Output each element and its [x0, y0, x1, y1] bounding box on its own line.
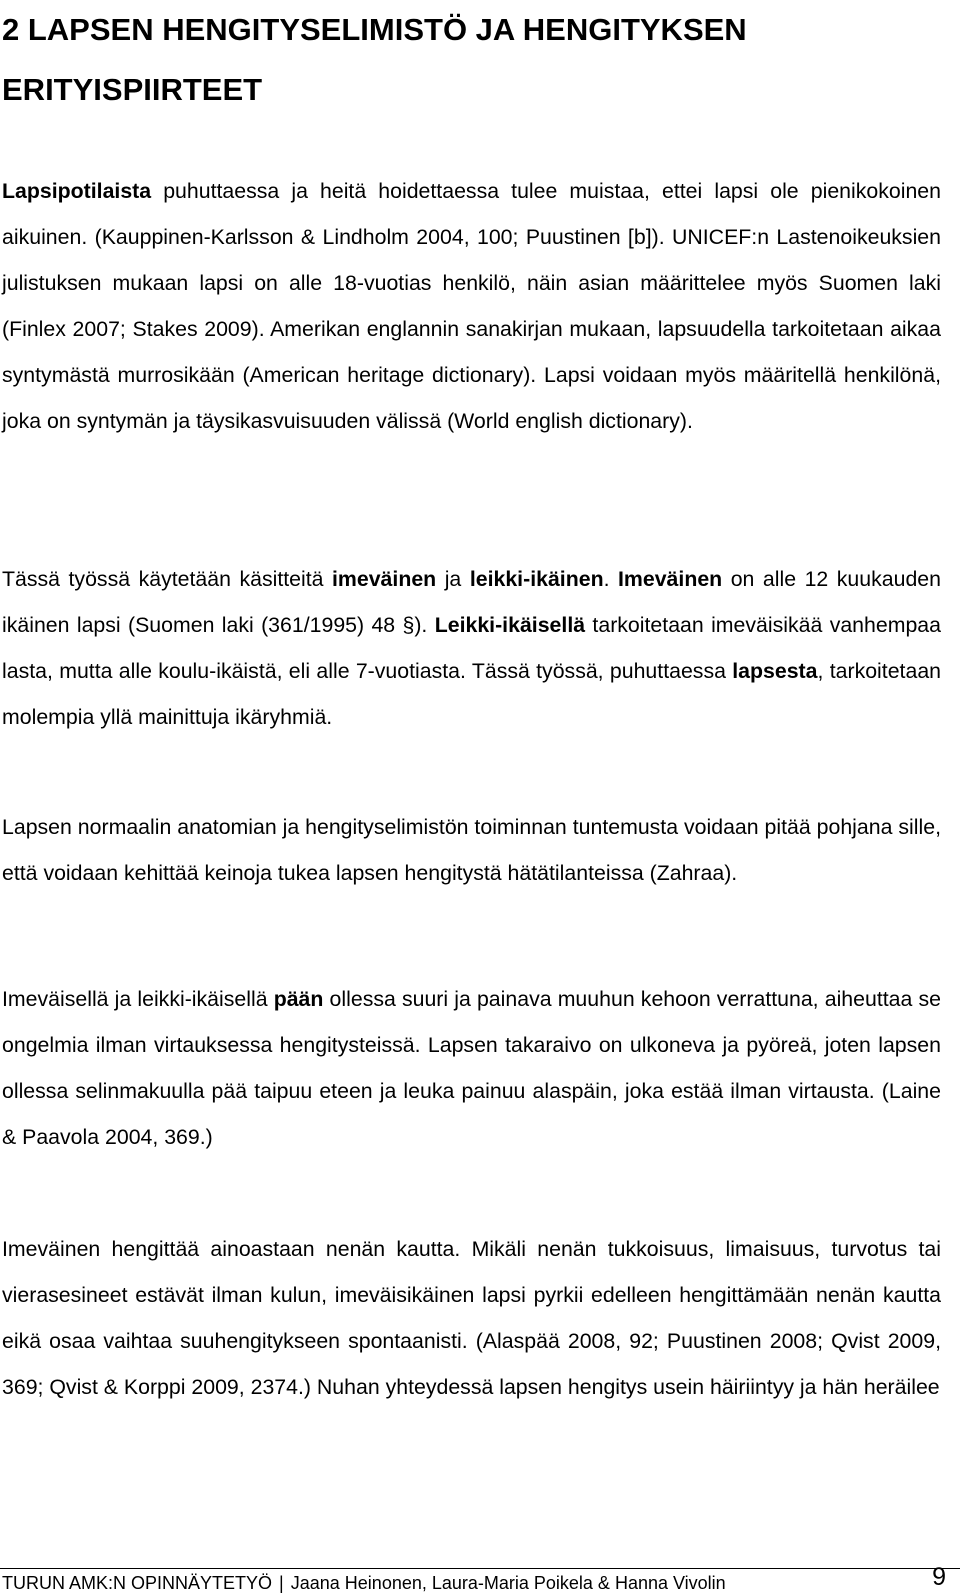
- chapter-heading-line-1: 2 LAPSEN HENGITYSELIMISTÖ JA HENGITYKSEN: [2, 12, 747, 47]
- text-run: on alle 12 kuukauden ikäinen lapsi (Suomen laki (361/1995) 48 §).: [2, 567, 941, 637]
- chapter-heading-line-2: ERITYISPIIRTEET: [2, 72, 263, 107]
- bold-term: Leikki-ikäisellä: [434, 613, 586, 637]
- chapter-heading: [2, 0, 952, 120]
- bold-term: Imeväinen: [618, 567, 723, 591]
- text-run: , tarkoitetaan molempia yllä mainittuja ikäryhmiä.: [2, 659, 942, 729]
- text-run: ja: [436, 567, 470, 591]
- footer-divider: [0, 1568, 960, 1569]
- text-run: Imeväisellä ja leikki-ikäisellä: [2, 987, 274, 1011]
- paragraph-children-definition: [2, 168, 941, 444]
- bold-term: leikki-ikäinen: [469, 567, 604, 591]
- footer-institution: TURUN AMK:N OPINNÄYTETYÖ: [2, 1573, 273, 1593]
- bold-term: pään: [273, 987, 324, 1011]
- paragraph-nasal-breathing: [2, 1226, 941, 1410]
- bold-term: lapsesta: [732, 659, 818, 683]
- text-run: tarkoitetaan imeväisikää vanhempaa lasta, mutta alle koulu-ikäistä, eli alle 7-vuotiasta. Tässä työssä, puhuttaessa: [2, 613, 941, 683]
- paragraph-age-groups: [2, 556, 941, 740]
- text-run: Imeväinen hengittää ainoastaan nenän kautta. Mikäli nenän tukkoisuus, limaisuus, turvotus tai vierasesineet estävät ilman kulun, imeväisikäinen lapsi pyrkii edelleen hengittämään nenän kautta eikä osaa vaihtaa suuhengitykseen spontaanisti. (Alaspää 2008, 92; Puustinen 2008; Qvist 2009, 369; Qvist & Korppi 2009, 2374.) Nuhan yhteydessä lapsen hengitys usein häiriintyy ja hän heräilee: [2, 1237, 941, 1399]
- text-run: puhuttaessa ja heitä hoidettaessa tulee muistaa, ettei lapsi ole pienikokoinen aikuinen. (Kauppinen-Karlsson & Lindholm 2004, 100; Puustinen [b]). UNICEF:n Lastenoikeuksien julistuksen mukaan lapsi on alle 18-vuotias henkilö, näin asian määrittelee myös Suomen laki (Finlex 2007; Stakes 2009). Amerikan englannin sanakirjan mukaan, lapsuudella tarkoitetaan aikaa syntymästä murrosikään (American heritage dictionary). Lapsi voidaan myös määritellä henkilönä, joka on syntymän ja täysikasvuisuuden välissä (World english dictionary).: [2, 179, 941, 433]
- footer-separator: |: [279, 1573, 284, 1593]
- paragraph-anatomy-importance: [2, 804, 941, 896]
- paragraph-head-size: [2, 976, 941, 1160]
- footer-authors: Jaana Heinonen, Laura-Maria Poikela & Hanna Vivolin: [290, 1573, 726, 1593]
- page-number: 9: [932, 1563, 946, 1591]
- bold-term: Lapsipotilaista: [2, 179, 152, 203]
- page-footer: [2, 1570, 952, 1596]
- bold-term: imeväinen: [332, 567, 437, 591]
- text-run: .: [603, 567, 619, 591]
- text-run: Lapsen normaalin anatomian ja hengityselimistön toiminnan tuntemusta voidaan pitää pohjana sille, että voidaan kehittää keinoja tukea lapsen hengitystä hätätilanteissa (Zahraa).: [2, 815, 941, 885]
- text-run: Tässä työssä käytetään käsitteitä: [2, 567, 333, 591]
- text-run: ollessa suuri ja painava muuhun kehoon verrattuna, aiheuttaa se ongelmia ilman virtauksessa hengitysteissä. Lapsen takaraivo on ulkoneva ja pyöreä, joten lapsen ollessa selinmakuulla pää taipuu eteen ja leuka painuu alaspäin, joka estää ilman virtausta. (Laine & Paavola 2004, 369.): [2, 987, 941, 1149]
